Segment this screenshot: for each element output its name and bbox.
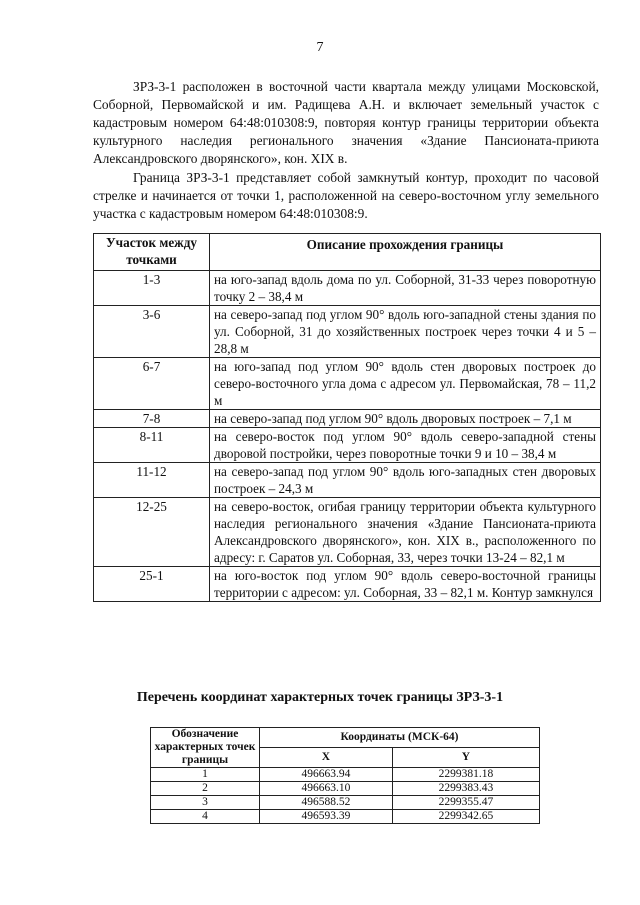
point-cell: 4 (151, 810, 260, 824)
x-cell: 496588.52 (260, 796, 393, 810)
header-segment: Участок между точками (94, 234, 210, 271)
table-row (94, 410, 601, 428)
coords-heading: Перечень координат характерных точек границы ЗРЗ-3-1 (136, 690, 504, 705)
segment-cell: 25-1 (94, 567, 210, 602)
coords-table (150, 727, 540, 824)
table-row (94, 306, 601, 358)
table-row (151, 768, 540, 782)
boundary-table (93, 233, 601, 602)
page-number: 7 (316, 40, 324, 55)
header-point-name: Обозначение характерных точек границы (151, 728, 260, 768)
description-cell: на юго-запад под углом 90° вдоль стен дворовых построек до северо-восточного угла дома с адресом ул. Первомайская, 78 – 11,2 м (210, 358, 601, 410)
description-cell: на северо-запад под углом 90° вдоль юго-западных стен дворовых построек – 24,3 м (210, 463, 601, 498)
boundary-table-header (94, 234, 601, 271)
header-y: Y (392, 748, 539, 768)
point-cell: 3 (151, 796, 260, 810)
segment-cell: 8-11 (94, 428, 210, 463)
x-cell: 496663.94 (260, 768, 393, 782)
table-row (94, 567, 601, 602)
table-row (94, 498, 601, 567)
description-cell: на юго-восток под углом 90° вдоль северо-восточной границы территории с адресом: ул. Соборная, 33 – 82,1 м. Контур замкнулся (210, 567, 601, 602)
point-cell: 2 (151, 782, 260, 796)
header-coordinates: Координаты (МСК-64) (260, 728, 540, 748)
paragraph-contour: Граница ЗРЗ-3-1 представляет собой замкнутый контур, проходит по часовой стрелке и начинается от точки 1, расположенной на северо-восточном углу земельного участка с кадастровым номером 64:48:010308:9. (93, 170, 599, 221)
header-description: Описание прохождения границы (210, 234, 601, 271)
table-row (94, 271, 601, 306)
table-row (151, 796, 540, 810)
y-cell: 2299383.43 (392, 782, 539, 796)
segment-cell: 11-12 (94, 463, 210, 498)
x-cell: 496593.39 (260, 810, 393, 824)
y-cell: 2299381.18 (392, 768, 539, 782)
x-cell: 496663.10 (260, 782, 393, 796)
description-cell: на северо-восток под углом 90° вдоль северо-западной стены дворовой постройки, через поворотные точки 9 и 10 – 38,4 м (210, 428, 601, 463)
coords-table-header (151, 728, 540, 748)
table-row (94, 358, 601, 410)
segment-cell: 7-8 (94, 410, 210, 428)
description-cell: на юго-запад вдоль дома по ул. Соборной, 31-33 через поворотную точку 2 – 38,4 м (210, 271, 601, 306)
table-row (94, 463, 601, 498)
table-row (151, 782, 540, 796)
point-cell: 1 (151, 768, 260, 782)
description-cell: на северо-запад под углом 90° вдоль дворовых построек – 7,1 м (210, 410, 601, 428)
y-cell: 2299342.65 (392, 810, 539, 824)
header-x: X (260, 748, 393, 768)
segment-cell: 12-25 (94, 498, 210, 567)
segment-cell: 3-6 (94, 306, 210, 358)
description-cell: на северо-запад под углом 90° вдоль юго-западной стены здания по ул. Соборной, 31 до хозяйственных построек через точки 4 и 5 – 28,8 м (210, 306, 601, 358)
paragraph-description: ЗРЗ-3-1 расположен в восточной части квартала между улицами Московской, Соборной, Первомайской и им. Радищева А.Н. и включает земельный участок с кадастровым номером 64:48:010308:9, повторяя контур границы территории объекта культурного наследия регионального значения «Здание Пансионата-приюта Александровского дворянского», кон. XIX в. (93, 79, 599, 166)
description-cell: на северо-восток, огибая границу территории объекта культурного наследия регионального значения «Здание Пансионата-приюта Александровского дворянского», кон. XIX в., расположенного по адресу: г. Саратов ул. Соборная, 33, через точки 13-24 – 82,1 м (210, 498, 601, 567)
segment-cell: 6-7 (94, 358, 210, 410)
table-row (94, 428, 601, 463)
table-row (151, 810, 540, 824)
y-cell: 2299355.47 (392, 796, 539, 810)
segment-cell: 1-3 (94, 271, 210, 306)
